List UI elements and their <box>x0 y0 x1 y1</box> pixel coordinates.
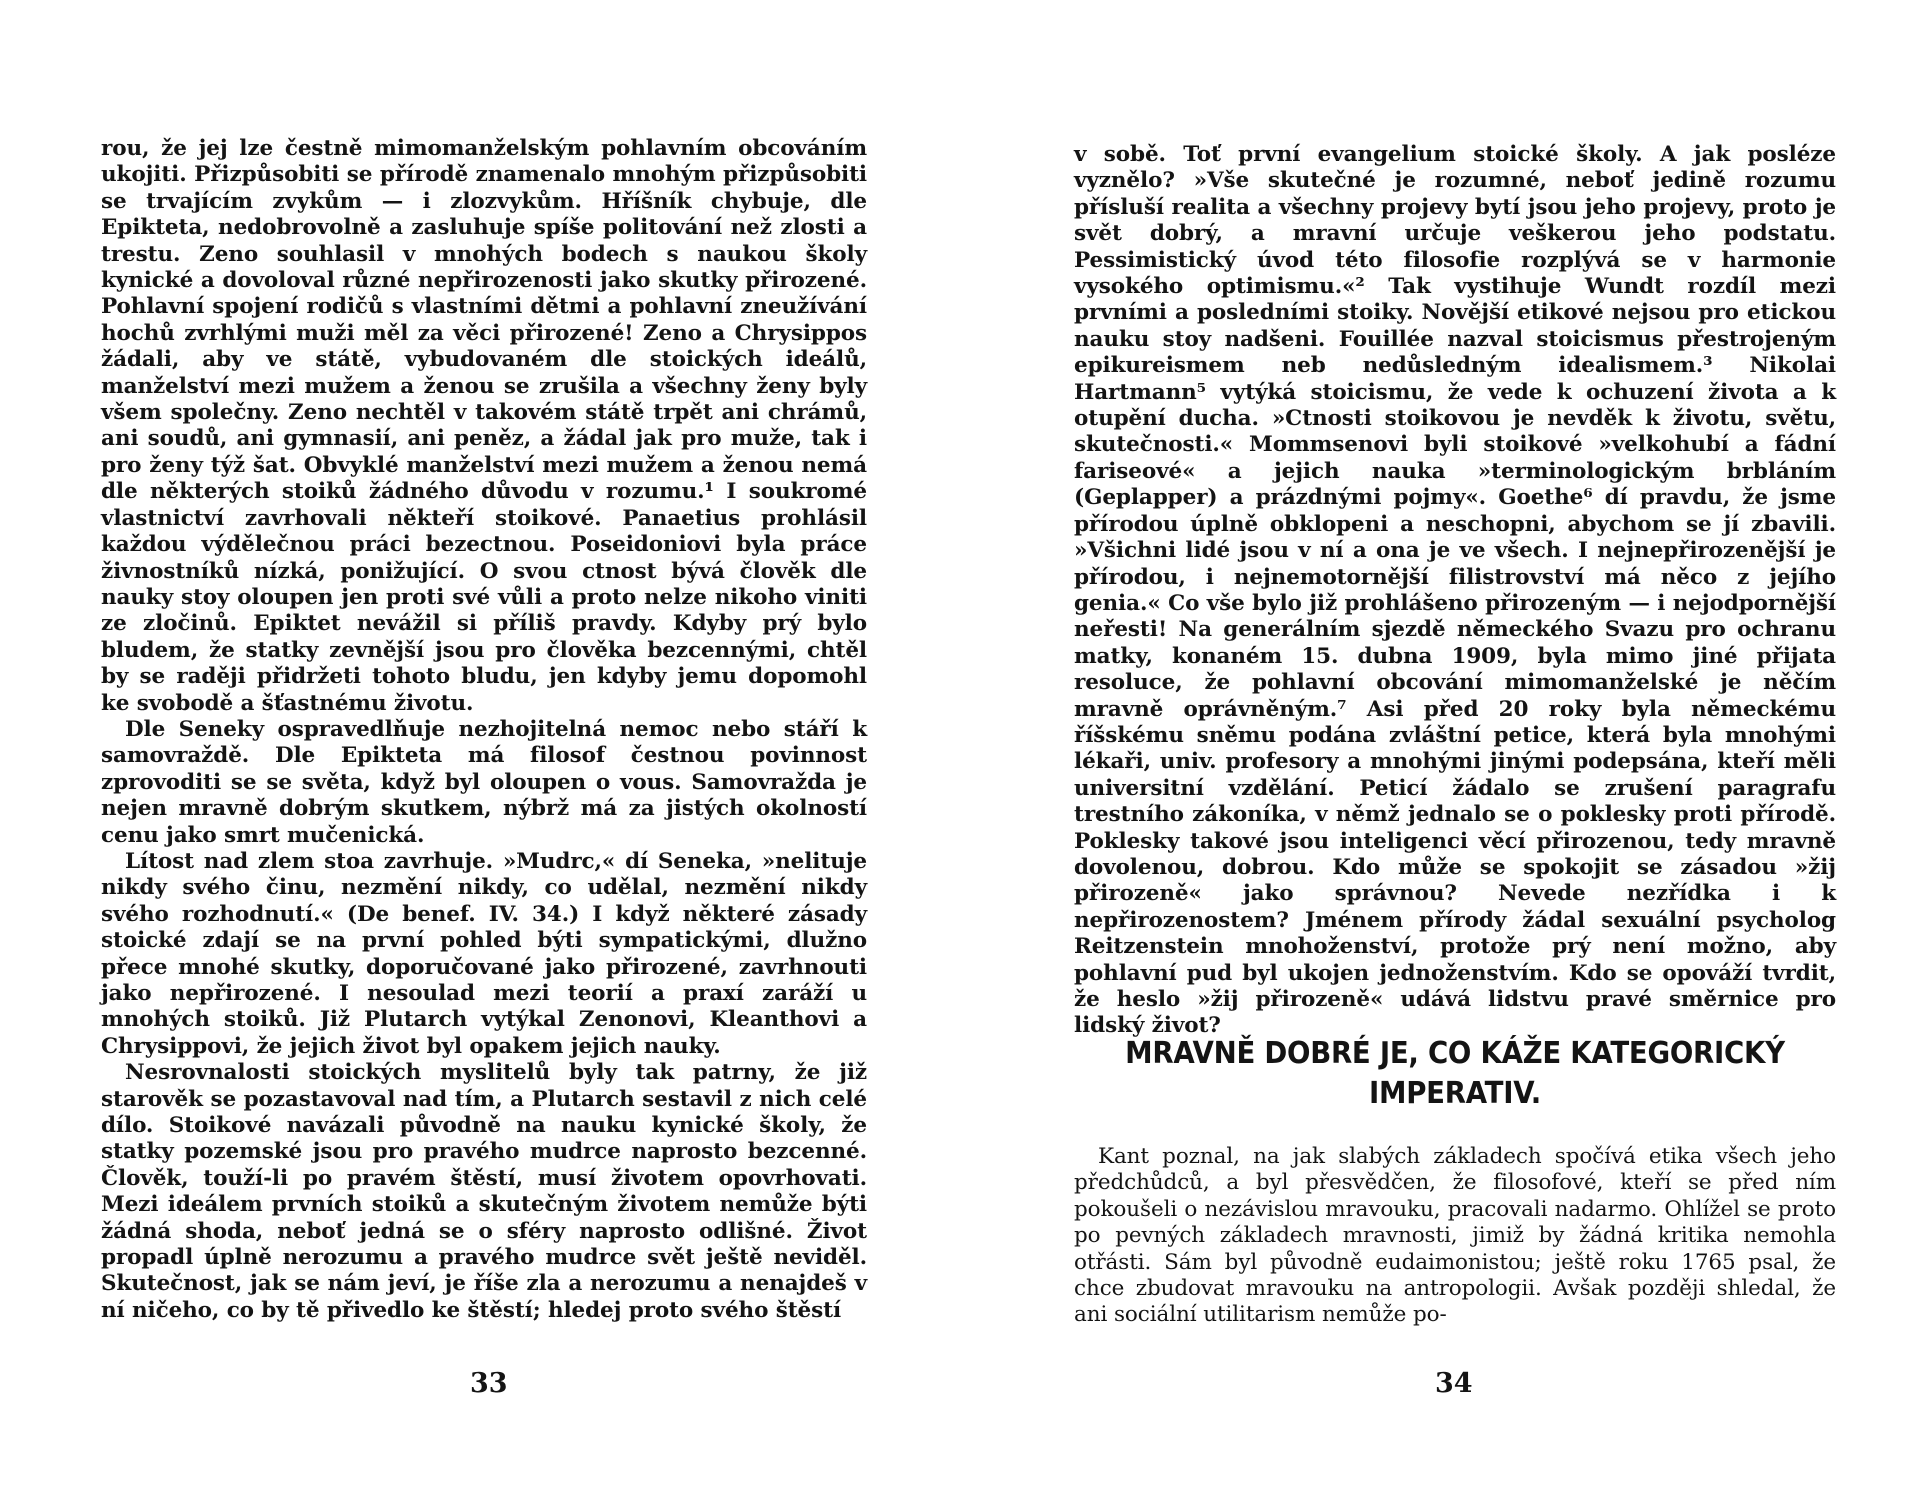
right-page <box>961 0 1922 1500</box>
paragraph: v sobě. Toť první evangelium stoické školy. A jak posléze vyznělo? »Vše skutečné je rozumné, neboť jedině rozumu přísluší realita a všechny projevy bytí jsou jeho projevy, proto je svět dobrý, a mravní určuje veškerou jeho podstatu. Pessimistický úvod této filosofie rozplývá se v harmonie vysokého optimismu.«² Tak vystihuje Wundt rozdíl mezi prvními a posledními stoiky. Novější etikové nejsou pro etickou nauku stoy nadšeni. Fouillée nazval stoicismus přestrojeným epikureismem neb nedůsledným idealismem.³ Nikolai Hartmann⁵ vytýká stoicismu, že vede k ochuzení života a k otupění ducha. »Ctnosti stoikovou je nevděk k životu, světu, skutečnosti.« Mommsenovi byli stoikové »velkohubí a fádní fariseové« a jejich nauka »terminologickým brbláním (Geplapper) a prázdnými pojmy«. Goethe⁶ dí pravdu, že jsme přírodou úplně obklopeni a neschopni, abychom se jí zbavili. »Všichni lidé jsou v ní a ona je ve všech. I nejnepřirozenější je přírodou, i nejnemotornější filistrovství má něco z jejího genia.« Co vše bylo již prohlášeno přirozeným — i nejodpornější neřesti! Na generálním sjezdě německého Svazu pro ochranu matky, konaném 15. dubna 1909, byla mimo jiné přijata resoluce, že pohlavní obcování mimomanželské je něčím mravně oprávněným.⁷ Asi před 20 roky byla německému říšskému sněmu podána zvláštní petice, která byla mnohými lékaři, univ. profesory a mnohými jinými podepsána, kteří měli universitní vzdělání. Peticí žádalo se zrušení paragrafu trestního zákoníka, v němž jednalo se o poklesky proti přírodě. Poklesky takové jsou inteligenci věcí přirozenou, tedy mravně dovolenou, dobrou. Kdo může se spokojit se zásadou »žij přirozeně« jako správnou? Nevede nezřídka i k nepřirozenostem? Jménem přírody žádal sexuální psycholog Reitzenstein mnohoženství, protože prý není možno, aby pohlavní pud byl ukojen jednoženstvím. Kdo se opováží tvrdit, že heslo »žij přirozeně« udává lidstvu pravé směrnice pro lidský život? <box>1074 142 1836 1039</box>
section-heading: MRAVNĚ DOBRÉ JE, CO KÁŽE KATEGORICKÝ IMPERATIV. <box>1125 1036 1785 1111</box>
left-page-body <box>101 136 867 1324</box>
paragraph: rou, že jej lze čestně mimomanželským pohlavním obcováním ukojiti. Přizpůsobiti se přírodě znamenalo mnohým přizpůsobiti se trvajícím zvykům — i zlozvykům. Hříšník chybuje, dle Epikteta, nedobrovolně a zasluhuje spíše politování než zlosti a trestu. Zeno souhlasil v mnohých bodech s naukou školy kynické a dovoloval různé nepřirozenosti jako skutky přirozené. Pohlavní spojení rodičů s vlastními dětmi a pohlavní zneužívání hochů zvrhlými muži měl za věci přirozené! Zeno a Chrysippos žádali, aby ve státě, vybudovaném dle stoických ideálů, manželství mezi mužem a ženou se zrušila a všechny ženy byly všem společny. Zeno nechtěl v takovém státě trpět ani chrámů, ani soudů, ani gymnasií, ani peněz, a žádal jak pro muže, tak i pro ženy týž šat. Obvyklé manželství mezi mužem a ženou nemá dle některých stoiků žádného důvodu v rozumu.¹ I soukromé vlastnictví zavrhovali někteří stoikové. Panaetius prohlásil každou výdělečnou práci bezectnou. Poseidoniovi byla práce živnostníků nízká, ponižující. O svou ctnost bývá člověk dle nauky stoy oloupen jen proti své vůli a proto nelze nikoho viniti ze zločinů. Epiktet nevážil si příliš pravdy. Kdyby prý bylo bludem, že statky zevnější jsou pro člověka bezcennými, chtěl by se raději přidržeti tohoto bludu, jen kdyby jemu dopomohl ke svobodě a šťastnému životu. <box>101 136 867 716</box>
paragraph: Kant poznal, na jak slabých základech spočívá etika všech jeho předchůdců, a byl přesvědčen, že filosofové, kteří se před ním pokoušeli o nezávislou mravouku, pracovali nadarmo. Ohlížel se proto po pevných základech mravnosti, jimiž by žádná kritika nemohla otřásti. Sám byl původně eudaimonistou; ještě roku 1765 psal, že chce zbudovat mravouku na antropologii. Avšak později shledal, že ani sociální utilitarism nemůže po- <box>1074 1144 1836 1328</box>
paragraph: Lítost nad zlem stoa zavrhuje. »Mudrc,« dí Seneka, »nelituje nikdy svého činu, nezmění nikdy, co udělal, nezmění nikdy svého rozhodnutí.« (De benef. IV. 34.) I když některé zásady stoické zdají se na první pohled býti sympatickými, dlužno přece mnohé skutky, doporučované jako přirozené, zavrhnouti jako nepřirozené. I nesoulad mezi teorií a praxí zaráží u mnohých stoiků. Již Plutarch vytýkal Zenonovi, Kleanthovi a Chrysippovi, že jejich život byl opakem jejich nauky. <box>101 848 867 1059</box>
section-body <box>1074 1144 1836 1329</box>
page-number: 34 <box>1435 1368 1473 1399</box>
paragraph: Dle Seneky ospravedlňuje nezhojitelná nemoc nebo stáří k samovraždě. Dle Epikteta má filosof čestnou povinnost zprovoditi se se světa, když byl oloupen o vous. Samovražda je nejen mravně dobrým skutkem, nýbrž má za jistých okolností cenu jako smrt mučenická. <box>101 716 867 848</box>
paragraph: Nesrovnalosti stoických myslitelů byly tak patrny, že již starověk se pozastavoval nad tím, a Plutarch sestavil z nich celé dílo. Stoikové navázali původně na nauku kynické školy, že statky pozemské jsou pro pravého mudrce naprosto bezcenné. Člověk, touží-li po pravém štěstí, musí životem opovrhovati. Mezi ideálem prvních stoiků a skutečným životem nemůže býti žádná shoda, neboť jedná se o sféry naprosto odlišné. Život propadl úplně nerozumu a pravého mudrce svět ještě neviděl. Skutečnost, jak se nám jeví, je říše zla a nerozumu a nenajdeš v ní ničeho, co by tě přivedlo ke štěstí; hledej proto svého štěstí <box>101 1060 867 1323</box>
page-number: 33 <box>470 1368 508 1399</box>
right-page-body <box>1074 142 1836 1040</box>
